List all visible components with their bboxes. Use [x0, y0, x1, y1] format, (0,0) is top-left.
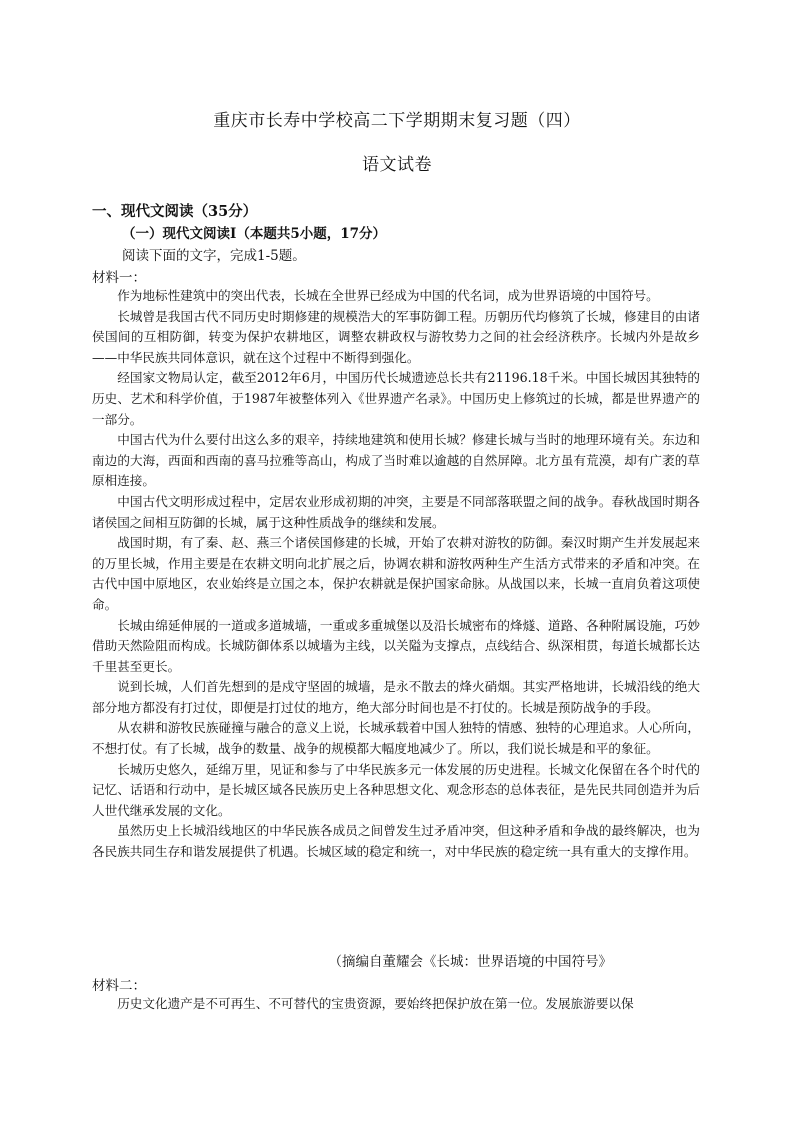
section-heading: 一、现代文阅读（35分）: [92, 203, 258, 220]
paragraph: 中国古代文明形成过程中，定居农业形成初期的冲突，主要是不同部落联盟之间的战争。春秋战国时期各诸侯国之间相互防御的长城，属于这种性质战争的继续和发展。: [92, 493, 700, 530]
paragraph: 历史文化遗产是不可再生、不可替代的宝贵资源，要始终把保护放在第一位。发展旅游要以保: [117, 996, 634, 1011]
paragraph: 从农耕和游牧民族碰撞与融合的意义上说，长城承载着中国人独特的情感、独特的心理追求。人心所向，不想打仗。有了长城，战争的数量、战争的规模都大幅度地减少了。所以，我们说长城是和平的象征。: [92, 720, 700, 757]
paragraph: 经国家文物局认定，截至2012年6月，中国历代长城遗迹总长共有21196.18千米。中国长城因其独特的历史、艺术和科学价值，于1987年被整体列入《世界遗产名录》。中国历史上修筑过的长城，都是世界遗产的一部分。: [92, 370, 700, 427]
paragraph: 战国时期，有了秦、赵、燕三个诸侯国修建的长城，开始了农耕对游牧的防御。秦汉时期产生并发展起来的万里长城，作用主要是在农耕文明向北扩展之后，协调农耕和游牧两种生产生活方式带来的矛盾和冲突。在古代中国中原地区，农业始终是立国之本，保护农耕就是保护国家命脉。从战国以来，长城一直肩负着这项使命。: [92, 535, 700, 612]
paragraph: 说到长城，人们首先想到的是戍守坚固的城墙，是永不散去的烽火硝烟。其实严格地讲，长城沿线的绝大部分地方都没有打过仗，即便是打过仗的地方，绝大部分时间也是不打仗的。长城是预防战争的手段。: [92, 679, 700, 715]
subsection-heading: （一）现代文阅读Ⅰ（本题共5小题，17分）: [122, 226, 386, 242]
material1-body: [92, 286, 700, 863]
doc-title: 重庆市长寿中学校高二下学期期末复习题（四）: [213, 111, 581, 131]
paragraph: 长城由绵延伸展的一道或多道城墙，一重或多重城堡以及沿长城密布的烽燧、道路、各种附属设施，巧妙借助天然险阻而构成。长城防御体系以城墙为主线，以关隘为支撑点，点线结合、纵深相贯，每道长城都长达千里甚至更长。: [92, 617, 700, 674]
doc-subtitle: 语文试卷: [362, 155, 432, 175]
paragraph: 长城历史悠久，延绵万里，见证和参与了中华民族多元一体发展的历史进程。长城文化保留在各个时代的记忆、话语和行动中，是长城区域各民族历史上各种思想文化、观念形态的总体表征，是先民共同创造并为后人世代继承发展的文化。: [92, 761, 700, 818]
material2-body: [92, 994, 700, 1015]
paragraph: 虽然历史上长城沿线地区的中华民族各成员之间曾发生过矛盾冲突，但这种矛盾和争战的最终解决，也为各民族共同生存和谐发展提供了机遇。长城区域的稳定和统一，对中华民族的稳定统一具有重大的支撑作用。: [92, 823, 700, 860]
source-citation: （摘编自董耀会《长城：世界语境的中国符号》: [328, 954, 612, 970]
paragraph: 中国古代为什么要付出这么多的艰辛，持续地建筑和使用长城？修建长城与当时的地理环境有关。东边和南边的大海，西面和西南的喜马拉雅等高山，构成了当时难以逾越的自然屏障。北方虽有荒漠，却有广袤的草原相连接。: [92, 432, 700, 489]
paragraph: 长城曾是我国古代不同历史时期修建的规模浩大的军事防御工程。历朝历代均修筑了长城，修建目的由诸侯国间的互相防御，转变为保护农耕地区，调整农耕政权与游牧势力之间的社会经济秩序。长城内外是故乡——中华民族共同体意识，就在这个过程中不断得到强化。: [92, 308, 700, 365]
paragraph: 作为地标性建筑中的突出代表，长城在全世界已经成为中国的代名词，成为世界语境的中国符号。: [117, 288, 659, 303]
material1-label: 材料一：: [92, 270, 146, 286]
instruction: 阅读下面的文字，完成1-5题。: [122, 248, 306, 264]
material2-label: 材料二：: [92, 978, 146, 994]
